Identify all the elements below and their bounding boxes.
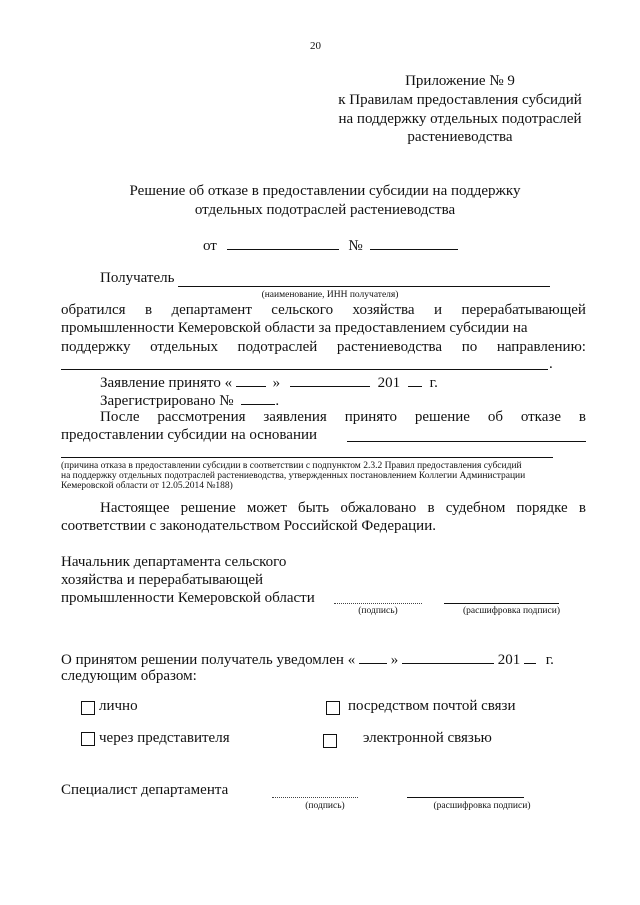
- reason-caption: [61, 461, 591, 491]
- head-title-line: промышленности Кемеровской области: [61, 590, 315, 606]
- word: перерабатывающей: [461, 302, 586, 318]
- word: обратился: [61, 302, 126, 318]
- word: хозяйства: [352, 302, 415, 318]
- word: принято: [344, 409, 398, 425]
- line-end-dot: .: [549, 356, 553, 372]
- signature-caption: (подпись): [358, 606, 398, 616]
- word: порядке: [516, 500, 568, 516]
- signature-caption: (подпись): [305, 801, 345, 811]
- word: отказе: [520, 409, 561, 425]
- head-title-line: хозяйства и перерабатывающей: [61, 572, 264, 588]
- notify-day-field[interactable]: [359, 650, 387, 664]
- word: рассмотрения: [157, 409, 246, 425]
- head-name-field[interactable]: [444, 603, 559, 604]
- checkbox-electronic[interactable]: [323, 734, 337, 748]
- head-title-line: Начальник департамента сельского: [61, 554, 287, 570]
- quote-close: »: [390, 652, 399, 668]
- name-caption: (расшифровка подписи): [433, 801, 531, 811]
- word: растениеводства: [336, 339, 443, 355]
- notification-label: О принятом решении получатель уведомлен «: [61, 652, 356, 668]
- word: быть: [298, 500, 330, 516]
- word: решение: [180, 500, 236, 516]
- year-field[interactable]: [408, 373, 422, 387]
- word: судебном: [445, 500, 506, 516]
- notification-method-label: следующим образом:: [61, 668, 197, 684]
- option-mail-label: посредством почтой связи: [348, 698, 516, 714]
- word: обжаловано: [340, 500, 417, 516]
- name-caption: (расшифровка подписи): [463, 606, 560, 616]
- appendix-line: на поддержку отдельных подотраслей: [338, 111, 582, 127]
- word: в: [578, 500, 586, 516]
- reason-field[interactable]: [347, 441, 586, 442]
- notify-month-field[interactable]: [402, 650, 494, 664]
- recipient-caption: (наименование, ИНН получателя): [261, 290, 399, 300]
- word: направлению:: [496, 339, 586, 355]
- word: об: [487, 409, 503, 425]
- appendix-line: Приложение № 9: [405, 73, 515, 89]
- number-field[interactable]: [370, 236, 458, 250]
- number-label: №: [348, 238, 363, 254]
- day-field[interactable]: [236, 373, 266, 387]
- appendix-line: к Правилам предоставления субсидий: [338, 92, 582, 108]
- title-line: Решение об отказе в предоставлении субсидии на поддержку: [129, 183, 521, 199]
- checkbox-personally[interactable]: [81, 701, 95, 715]
- head-signature-field[interactable]: [334, 603, 422, 604]
- application-received-label: Заявление принято «: [100, 375, 233, 391]
- option-representative-label: через представителя: [99, 730, 230, 746]
- date-number-row: [203, 236, 458, 255]
- page-number: 20: [310, 40, 321, 52]
- notify-year-field[interactable]: [524, 650, 536, 664]
- word: и: [433, 302, 443, 318]
- paragraph-line: соответствии с законодательством Российской Федерации.: [61, 518, 436, 534]
- recipient-field[interactable]: [178, 286, 550, 287]
- checkbox-mail[interactable]: [326, 701, 340, 715]
- checkbox-representative[interactable]: [81, 732, 95, 746]
- year-suffix: г.: [545, 652, 554, 668]
- option-personally-label: лично: [99, 698, 138, 714]
- direction-field[interactable]: [61, 369, 548, 370]
- date-field[interactable]: [227, 236, 339, 250]
- caption-line: на поддержку отдельных подотраслей растениеводства, утвержденных постановлением Коллегии Администрации: [61, 471, 526, 481]
- notification-row: [61, 650, 554, 669]
- word: в: [427, 500, 435, 516]
- registration-number-field[interactable]: [241, 391, 275, 405]
- paragraph-line: предоставлении субсидии на основании: [61, 427, 318, 443]
- paragraph-line: [100, 500, 586, 517]
- quote-close: »: [272, 375, 281, 391]
- specialist-label: Специалист департамента: [61, 782, 229, 798]
- paragraph-line: промышленности Кемеровской области за предоставлением субсидии на: [61, 320, 528, 336]
- registered-row: [100, 391, 279, 410]
- word: сельского: [271, 302, 334, 318]
- reason-field-2[interactable]: [61, 457, 553, 458]
- recipient-label: Получатель: [100, 270, 175, 286]
- date-label: от: [203, 238, 217, 254]
- word: по: [461, 339, 478, 355]
- registered-label: Зарегистрировано №: [100, 393, 234, 409]
- registered-dot: .: [275, 393, 280, 409]
- application-received-row: [100, 373, 438, 392]
- month-field[interactable]: [290, 373, 370, 387]
- paragraph-line: [61, 339, 586, 356]
- word: в: [144, 302, 153, 318]
- year-suffix: г.: [429, 375, 438, 391]
- word: подотраслей: [237, 339, 318, 355]
- word: отдельных: [150, 339, 218, 355]
- paragraph-line: [61, 302, 586, 319]
- word: может: [246, 500, 287, 516]
- word: решение: [414, 409, 470, 425]
- caption-line: (причина отказа в предоставлении субсидии в соответствии с подпунктом 2.3.2 Правил предоставления субсидий: [61, 461, 522, 471]
- word: поддержку: [61, 339, 131, 355]
- appendix-line: растениеводства: [407, 129, 513, 145]
- specialist-signature-field[interactable]: [272, 797, 358, 798]
- year-prefix: 201: [497, 652, 521, 668]
- specialist-name-field[interactable]: [407, 797, 524, 798]
- title-line: отдельных подотраслей растениеводства: [194, 202, 456, 218]
- word: заявления: [263, 409, 327, 425]
- word: департамент: [171, 302, 252, 318]
- option-electronic-label: электронной связью: [363, 730, 492, 746]
- word: После: [100, 409, 140, 425]
- word: в: [578, 409, 586, 425]
- word: Настоящее: [100, 500, 170, 516]
- caption-line: Кемеровской области от 12.05.2014 №188): [61, 481, 233, 491]
- year-prefix: 201: [377, 375, 401, 391]
- paragraph-line: [100, 409, 586, 426]
